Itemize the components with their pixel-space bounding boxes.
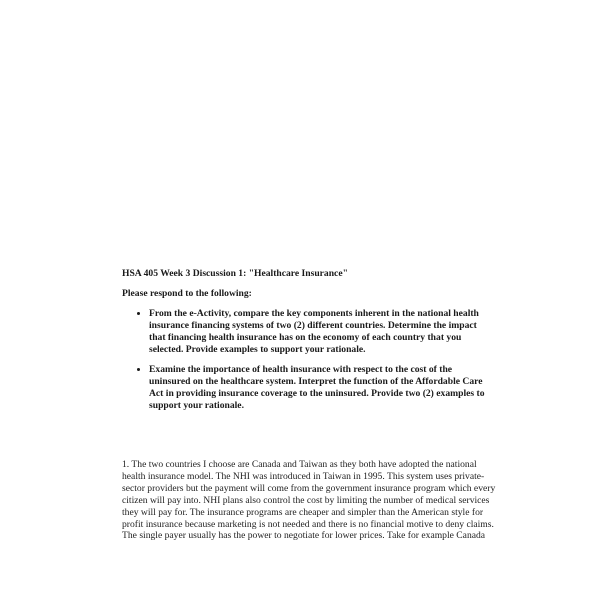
bullet-icon: [137, 368, 140, 371]
question-line: selected. Provide examples to support your rationale.: [149, 344, 366, 355]
answer-line: 1. The two countries I choose are Canada and Taiwan as they both have adopted the national: [122, 459, 477, 470]
answer-line: they will pay for. The insurance programs are cheaper and simpler than the American style for: [122, 506, 484, 518]
answer-line: profit insurance because marketing is not needed and there is no financial motive to deny claims.: [122, 518, 494, 530]
bullet-icon: [137, 312, 140, 315]
question-text: [149, 308, 479, 356]
discussion-prompt: Please respond to the following:: [122, 288, 252, 299]
answer-line: citizen will pay into. NHI plans also control the cost by limiting the number of medical services: [122, 494, 490, 506]
question-line: that financing health insurance has on the economy of each country that you: [149, 332, 462, 343]
question-line: Examine the importance of health insurance with respect to the cost of the: [149, 364, 453, 375]
document-title: HSA 405 Week 3 Discussion 1: "Healthcare Insurance": [122, 268, 348, 279]
question-line: Act in providing insurance coverage to the uninsured. Provide two (2) examples to: [149, 388, 485, 399]
question-line: support your rationale.: [149, 400, 244, 411]
question-line: From the e-Activity, compare the key components inherent in the national health: [149, 308, 479, 319]
answer-line: sector providers but the payment will come from the government insurance program which every: [122, 482, 496, 494]
answer-paragraph: [122, 459, 495, 542]
question-text: [149, 364, 485, 412]
answer-line: health insurance model. The NHI was introduced in Taiwan in 1995. This system uses private-: [122, 470, 485, 482]
question-line: uninsured on the healthcare system. Interpret the function of the Affordable Care: [149, 376, 483, 387]
question-line: insurance financing systems of two (2) different countries. Determine the impact: [149, 320, 477, 331]
answer-line: The single payer usually has the power to negotiate for lower prices. Take for example Canada: [122, 530, 486, 542]
